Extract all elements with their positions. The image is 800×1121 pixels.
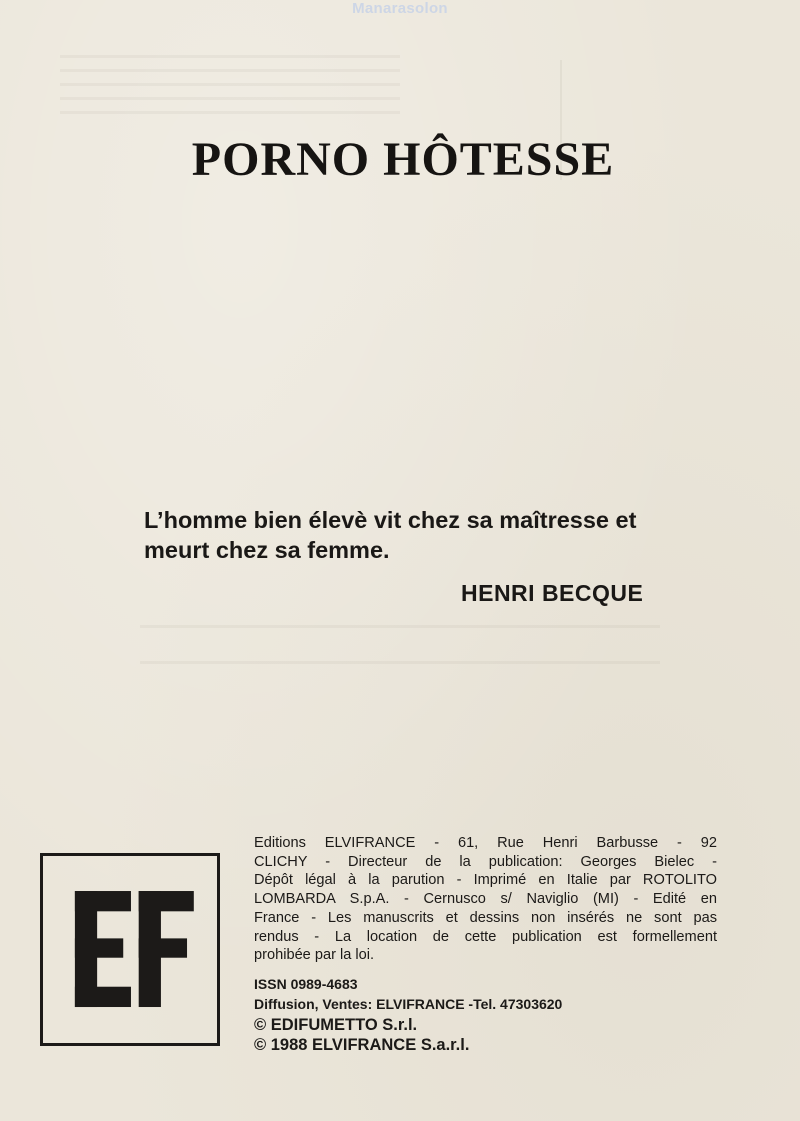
publication-credits — [254, 974, 724, 1055]
page-title: PORNO HÔTESSE — [191, 133, 615, 186]
show-through-lines — [140, 625, 660, 685]
watermark: Manarasolon — [352, 0, 448, 17]
epigraph-quote — [144, 505, 744, 565]
legal-line: LOMBARDA S.p.A. - Cernusco s/ Naviglio (MI) - Edité en — [254, 891, 717, 908]
legal-line: Dépôt légal à la parution - Imprimé en Italie par ROTOLITO — [254, 872, 717, 889]
legal-line: France - Les manuscrits et dessins non insérés ne sont pas — [254, 909, 717, 926]
quote-line: meurt chez sa femme. — [144, 537, 390, 563]
show-through-lines — [60, 55, 400, 125]
legal-line: prohibée par la loi. — [254, 947, 375, 964]
diffusion-contact: Diffusion, Ventes: ELVIFRANCE -Tel. 47303620 — [254, 996, 563, 1012]
copyright-line: © 1988 ELVIFRANCE S.a.r.l. — [254, 1036, 470, 1054]
ef-logo-icon — [43, 856, 217, 1043]
legal-line: CLICHY - Directeur de la publication: Georges Bielec - — [254, 853, 717, 870]
copyright-line: © EDIFUMETTO S.r.l. — [254, 1016, 418, 1034]
quote-author: HENRI BECQUE — [461, 580, 644, 606]
publisher-logo — [40, 853, 220, 1046]
legal-notice — [254, 834, 717, 965]
quote-line: L’homme bien élevè vit chez sa maîtresse et — [144, 507, 637, 533]
issn-number: ISSN 0989-4683 — [254, 976, 358, 992]
legal-line: rendus - La location de cette publication est formellement — [254, 928, 717, 945]
legal-line: Editions ELVIFRANCE - 61, Rue Henri Barbusse - 92 — [254, 835, 717, 851]
